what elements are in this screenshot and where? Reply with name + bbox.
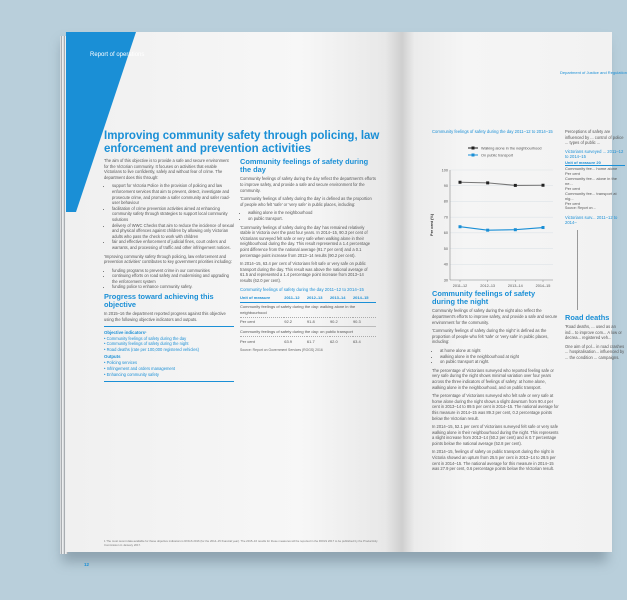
side-table-header: Unit of measure (565, 159, 596, 165)
output-item: • Infringement and orders management (104, 366, 176, 372)
indicators-heading: Objective indicators¹ (104, 329, 147, 335)
side-table-row: Per cent (565, 170, 580, 176)
side-table (565, 160, 625, 211)
y-tick-label: 70 (443, 215, 448, 220)
list-item: • walking alone in the neighbourhood at night (440, 354, 560, 360)
list-item: • walking alone in the neighbourhood (248, 210, 376, 216)
y-axis-label: Per cent (%) (430, 214, 434, 236)
data-point (459, 225, 462, 228)
side-table-row: Per cent (565, 185, 580, 191)
indicator-item: • Road deaths (rate per 100,000 registered vehicles) (104, 346, 199, 352)
left-page (66, 32, 402, 567)
y-tick-label: 80 (443, 199, 448, 204)
data-point (514, 184, 517, 187)
list-item: • continuing efforts on road safety and modernising and upgrading the enforcement system (112, 273, 234, 284)
night-para: The percentage of Victorians surveyed who reported feeling safe or very safe during the night shows minimal variation over four years across the three indicators of feelings of safety: at home alone, walking alone in the neighbourhood, and on public transport. (432, 367, 554, 390)
x-tick-label: 2013–14 (507, 284, 523, 288)
table-cell: 91.8 (307, 317, 330, 327)
side-table-row: Community fee... home alone (565, 165, 618, 171)
data-point (486, 181, 489, 184)
table-cell: Per cent (240, 317, 284, 327)
table-cell: Per cent (240, 337, 284, 346)
side-table-title: Victorians surveyed ... 2011–12 to 2014–15 (565, 148, 624, 160)
footnote: 1 The most recent data available for these objective indicators is ROGS 2016 (for the 2014–15 financial year). The 2015–16 results for these measures will be reported in the ROGS 2017 to be published by the Productivity Commission in January 2017. (104, 539, 378, 547)
table-cell: 63.4 (353, 337, 376, 346)
side-table-row: Per cent (565, 200, 580, 206)
right-column (240, 158, 376, 353)
progress-text: In 2015–16 the department reported progress against this objective using the following objective indicators and outputs. (104, 311, 226, 323)
data-point (542, 226, 545, 229)
running-head: Department of Justice and Regulation (560, 70, 627, 75)
night-column (432, 290, 560, 475)
night-para: Community feelings of safety during the night also reflect the department's efforts to improve safety, and provide a safe and secure environment for the community. (432, 308, 558, 325)
table-group-label: Community feelings of safety during the day: walking alone in the neighbourhood (240, 302, 376, 317)
table-title: Community feelings of safety during the day 2011–12 to 2014–15 (240, 286, 364, 292)
side-text: Perceptions of safety are influenced by ... control of police ... types of public ... (565, 129, 624, 146)
intro-list (104, 183, 234, 250)
day-para: 'Community feelings of safety during the day' has remained relatively stable in Victoria over the past four years. In 2014–15, 90.3 per cent of Victorians surveyed felt safe or very safe when walking alone in their neighbourhood during the day. This result represented a 1.4 percentage point difference from the national average (91.7 per cent) and a 0.1 percentage point increase from 2013–14 results (90.2 per cent). (240, 224, 371, 258)
table-cell: 92.2 (284, 317, 307, 327)
y-tick-label: 30 (443, 278, 448, 283)
list-item: • support for Victoria Police in the provision of policing and law enforcement services that aim to prevent, detect, investigate and prosecute crime, and promote a safer community and safer road-user behaviour (112, 183, 234, 205)
night-heading: Community feelings of safety during the night (432, 289, 536, 307)
legend-marker (472, 147, 475, 150)
road-text: 'Road deaths, ... used as an ind... to improve com... A low or decrea... registered veh... (565, 323, 622, 341)
table-header: 2013–14 (330, 294, 353, 302)
day-para: Community feelings of safety during the day reflect the department's efforts to improve safety, and provide a safe and secure environment for the community. (240, 176, 376, 193)
x-tick-label: 2014–15 (535, 284, 551, 288)
night-para: In 2014–15, feelings of safety on public transport during the night in Victoria showed an upturn from 25.5 per cent in 2013–14 to 28.5 per cent in 2014–15. The national average for this measure in 2014–15 was 27.9 per cent, 0.6 percentage points below the Victorian result. (432, 449, 556, 472)
x-tick-label: 2012–13 (480, 284, 496, 288)
intro-text: The aim of this objective is to provide a safe and secure environment for the Victorian community. It focuses on activities that enable Victorians to live confidently, safely and without fear of crime. The department does this through: (104, 158, 229, 180)
list-item: • funding police to enhance community safety. (112, 284, 234, 290)
table-row (240, 317, 376, 327)
indicator-item: • Community feelings of safety during the night (104, 341, 189, 347)
list-item: • at home alone at night (440, 348, 560, 354)
night-list (432, 348, 560, 365)
table-cell: 90.3 (353, 317, 376, 327)
indicator-item: • Community feelings of safety during the day (104, 335, 187, 341)
table-header: 2011–12 (284, 294, 307, 302)
legend-label: On public transport (481, 153, 514, 158)
side-chart-title: Victorians surv... 2011–12 to 2014– (565, 214, 618, 226)
section-label: Report of operations (90, 52, 145, 58)
page-title: Improving community safety through policing, law enforcement and prevention activities (104, 130, 380, 155)
table-cell: 62.0 (330, 337, 353, 346)
night-para: The percentage of Victorians surveyed who felt safe or very safe at home alone during the night shows a slight downturn from 90.4 per cent in 2013–14 to 89.5 per cent in 2014–15. The national average for this measure in 2014–15 was 89.3 per cent, 0.2 percentage points below the Victorian result. (432, 393, 559, 421)
series-line (460, 182, 543, 185)
table-row (240, 337, 376, 346)
table-cell: 63.9 (284, 337, 307, 346)
night-para: In 2014–15, 52.1 per cent of Victorians surveyed felt safe or very safe walking alone in their neighbourhood during the night. This represents a slight increase from 2013–14 (50.2 per cent) and is 0.7 percentage points below the national average (52.8 per cent). (432, 424, 559, 446)
side-table-row: Community fee... transport at nig... (565, 190, 617, 201)
road-text: One aim of pol... in road crashes ... hospitalisation... influenced by ... the condition ... campaigns. (565, 343, 625, 360)
list-item: • on public transport at night. (440, 359, 560, 365)
safety-table (240, 294, 376, 346)
legend-label: Walking alone in the neighbourhood (481, 146, 542, 151)
side-table-source: Source: Report on ... (565, 205, 597, 210)
table-cell: 61.7 (307, 337, 330, 346)
side-column (565, 129, 625, 364)
table-source: Source: Report on Government Services (ROGS) 2016 (240, 347, 323, 352)
y-tick-label: 100 (441, 168, 448, 173)
table-cell: 90.2 (330, 317, 353, 327)
y-tick-label: 90 (443, 184, 448, 189)
legend-marker (472, 154, 475, 157)
output-item: • Policing services (104, 360, 138, 366)
page-number: 12 (84, 562, 90, 567)
line-chart (428, 142, 558, 292)
series-line (460, 227, 543, 230)
left-column (104, 158, 234, 382)
list-item: • facilitation of crime prevention activities aimed at enhancing community safety through strategies to support local community solutions (112, 206, 234, 223)
table-header: Unit of measure (240, 294, 284, 302)
y-tick-label: 40 (443, 262, 448, 267)
data-point (542, 184, 545, 187)
x-tick-label: 2011–12 (452, 284, 468, 288)
indicators-box (104, 326, 234, 383)
progress-heading: Progress toward achieving this objective (104, 292, 214, 310)
data-point (459, 181, 462, 184)
table-group-label: Community feelings of safety during the day: on public transport (240, 327, 376, 337)
data-point (486, 229, 489, 232)
list-item: • delivery of WWC Checks that aim to reduce the incidence of sexual and physical offences against children by allowing only Victorian adults who pass the check to work with children (112, 223, 234, 240)
chart-title: Community feelings of safety during the day 2011–12 to 2014–15 (432, 129, 553, 134)
day-para: In 2014–15, 63.4 per cent of Victorians felt safe or very safe on public transport during the day. This result was above the national average of 61.5 and represented a 1.4 percentage point increase from 2013–14 results (62.0 per cent). (240, 261, 368, 283)
data-point (514, 228, 517, 231)
list-item: • funding programs to prevent crime in our communities (112, 268, 234, 274)
day-list (240, 210, 376, 221)
priorities-list (104, 268, 234, 290)
night-para: 'Community feelings of safety during the night' is defined as the proportion of people who felt 'safe' or 'very safe' in public places, including: (432, 328, 549, 345)
side-chart-axis (577, 230, 625, 310)
side-table-row: Community fee... alone in the ne... (565, 175, 618, 186)
day-para: 'Community feelings of safety during the day' is defined as the proportion of people who felt 'safe' or 'very safe' in public places, including: (240, 196, 372, 207)
output-item: • Enhancing community safety (104, 371, 159, 377)
list-item: • on public transport. (248, 216, 376, 222)
right-page (402, 32, 627, 552)
table-header: 2012–13 (307, 294, 330, 302)
y-tick-label: 60 (443, 231, 448, 236)
side-table-header: 20 (596, 159, 601, 165)
list-item: • fair and effective enforcement of judicial fines, court orders and warrants, and processing of traffic and other infringement notices. (112, 239, 234, 250)
day-heading: Community feelings of safety during the day (240, 157, 369, 175)
priorities-intro: 'Improving community safety through policing, law enforcement and prevention activities' contributes to key government priorities including: (104, 253, 232, 265)
road-heading: Road deaths (565, 312, 610, 322)
outputs-heading: Outputs (104, 354, 121, 360)
y-tick-label: 50 (443, 246, 448, 251)
table-header: 2014–15 (353, 294, 376, 302)
